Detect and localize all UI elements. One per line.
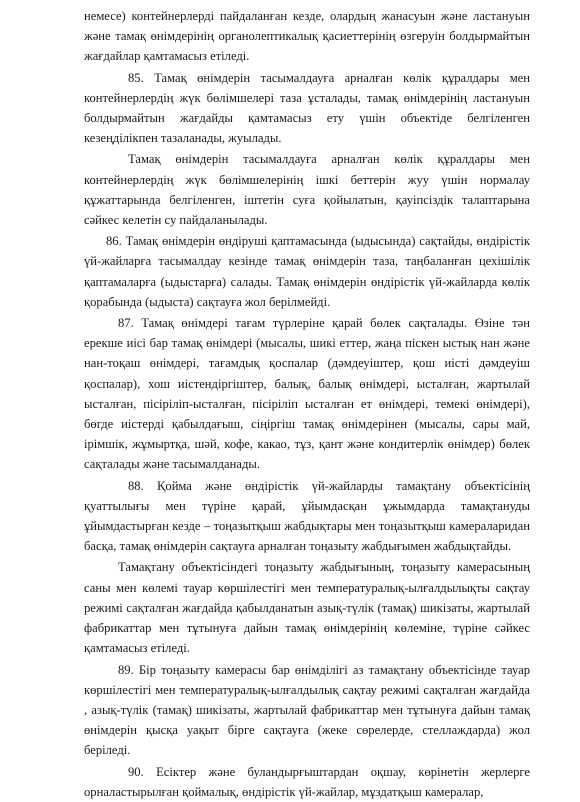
paragraph-87: 87. Тамақ өнімдері тағам түрлеріне қарай бөлек сақталады. Өзіне тән ерекше иісі бар тамақ өнімдері (мысалы, шикі еттер, жаңа піскен ыстық нан және нан-тоқаш өнімдері, тағамдық қоспалар (дәмдеуіштер, қош иісті дәмдеуіш қоспалар), хош иістендіргіштер, балық, балық өнімдері, ысталған, жартылай ысталған, пісіріліп-ысталған, пісіріліп ысталған ет өнімдері, темекі өнімдері), бөгде иістерді қабылдағыш, сіңіргіш тамақ өнімдерінен (мысалы, сары май, ірімшік, жұмыртқа, шәй, кофе, какао, тұз, қант және кондитерлік өнімдер) бөлек сақталады және тасымалданады. — [84, 316, 530, 472]
paragraph-88: 88. Қойма және өндірістік үй-жайларды тамақтану объектісінің қуаттылығы мен түріне қарай, ұйымдасқан ұжымдарда тамақтануды ұйымдастырған кезде – тоңазытқыш жабдықтары мен тоңазытқыш камераларидан басқа, тамақ өнімдерін сақтауға арналған тоңазыту жабдығымен жабдықтайды. — [84, 478, 530, 554]
paragraph-85-washing-water: Тамақ өнімдерін тасымалдауға арналған көлік құралдары мен контейнерлердің жүк бөлімшелерінің ішкі беттерін жуу үшін нормалау құжаттарында белгіленген, іштетін суға қойылатын, қауіпсіздік талаптарына сәйкес келетін су пайдаланылады. — [84, 152, 530, 228]
paragraph-90: 90. Есіктер және буландырғыштардан оқшау, көрінетін жерлерге орналастырылған қоймалық, өндірістік үй-жайлар, мұздатқыш камералар, — [84, 764, 530, 799]
paragraph-89: 89. Бір тоңазыту камерасы бар өнімділігі аз тамақтану объектісінде тауар көршілестігі мен температуралық-ылғалдылық сақтау режимі сақталған жағдайда , азық-түлік (тамақ) шикізаты, жартылай фабрикаттар мен тұтынуға дайын тамақ өнімдерін қысқа уақыт бірге сақтауға (жеке сөрелерде, стеллаждарда) жол беріледі. — [84, 662, 530, 758]
paragraph-88-refrigeration: Тамақтану объектісіндегі тоңазыту жабдығының, тоңазыту камерасының саны мен көлемі тауар көршілестігі мен температуралық-ылғалдылықты сақтау режимі сақталған жағдайда қабылданатын азық-түлік (тамақ) шикізаты, жартылай фабрикаттар мен тұтынуға дайын тамақ өнімдерінің көлеміне, түріне сәйкес қамтамасыз етіледі. — [84, 560, 530, 656]
paragraph-containers-contact: немесе) контейнерлерді пайдаланған кезде, олардың жанасуын және ластануын және тамақ өнімдерінің органолептикалық қасиеттерінің өзгеруін болдырмайтын жағдайлар қамтамасыз етіледі. — [84, 9, 530, 64]
paragraph-86: 86. Тамақ өнімдерін өндіруші қаптамасында (ыдысында) сақтайды, өндірістік үй-жайларға тасымалдау кезінде тамақ өнімдерін таза, таңбаланған цехішілік қаптамаларға (ыдыстарға) салады. Тамақ өнімдерін өндірістік үй-жайларда көлік қорабында (ыдыста) сақтауға жол берілмейді. — [84, 234, 530, 309]
paragraph-85: 85. Тамақ өнімдерін тасымалдауға арналған көлік құралдары мен контейнерлердің жүк бөлімшелері таза ұсталады, тамақ өнімдерінің ластануын болдырмайтын жағдайды қамтамасыз ету үшін объектіде белгіленген кезеңділікпен тазаланады, жуылады. — [84, 70, 530, 146]
